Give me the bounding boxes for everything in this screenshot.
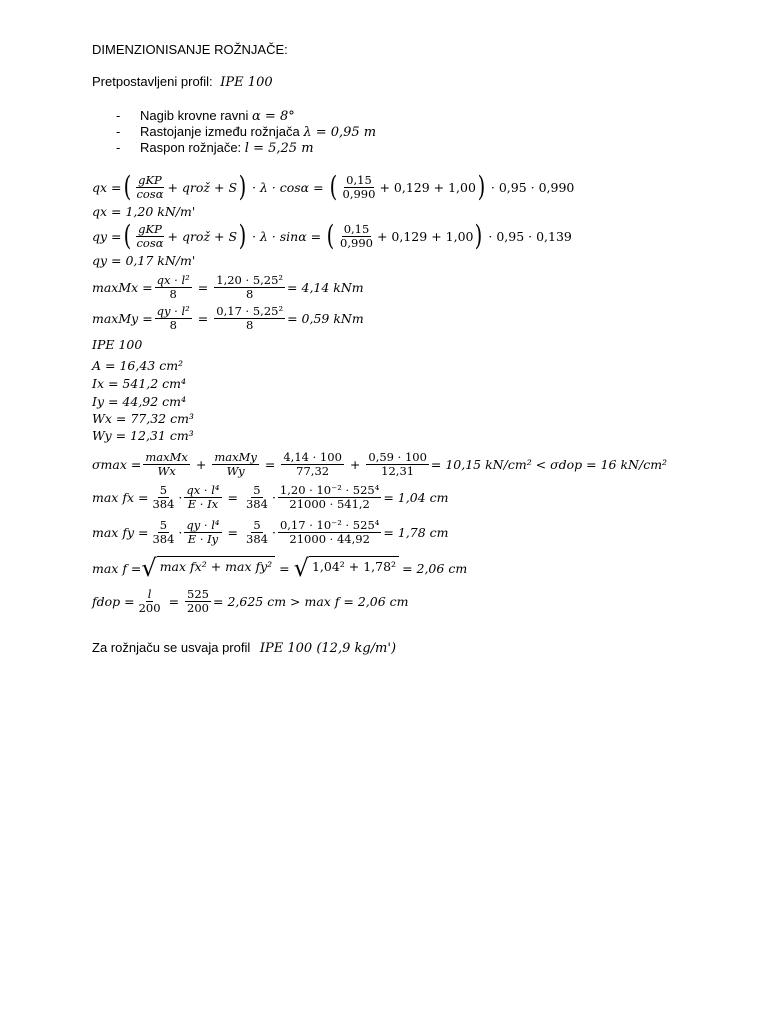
paren-open: ( [123,170,131,203]
eq-lhs: qx = [92,179,122,195]
eq-f-dop: fdop = $\frac{l}{200}$ = $\frac{525}{200}$ = 2,625 cm > max f = 2,06 cm [92,586,409,615]
eq-lhs: maxMx = [92,279,153,295]
eq-result: = 4,14 kNm [287,279,364,295]
eq-result: = 1,78 cm [383,524,449,540]
eq-result: = 2,06 cm [402,560,468,576]
prop-wy: Wy = 12,31 cm³ [92,427,194,443]
bullet-label: Raspon rožnjače: [140,140,242,155]
fraction: $\frac{\text{qx · l²}}{8}$ [156,272,190,301]
fraction: $\frac{0,15}{0,990}$ [340,221,373,250]
eq-term: + 0,129 + 1,00 [379,179,476,195]
prop-iy: Iy = 44,92 cm⁴ [92,393,187,409]
fraction: $\frac{5}{384}$ [246,517,268,546]
sqrt: √ max fx² + max fy² [141,556,275,580]
bullet-span [140,140,314,157]
eq-term: · λ · cosα = [251,179,324,195]
fraction: $\frac{525}{200}$ [187,586,209,615]
profile-name: IPE 100 [220,75,273,90]
fraction: $\frac{\text{gKP}}{\cos\alpha}$ [136,172,164,201]
bullet-value: l = 5,25 m [244,141,314,156]
eq-max-f: max f = √ max fx² + max fy² = √ 1,04² + 1,78² = 2,06 cm [92,554,468,582]
conclusion-text: Za rožnjaču se usvaja profil [92,640,251,655]
assumed-profile-line [92,74,273,91]
eq-term: + 0,129 + 1,00 [376,228,474,244]
bullet-dash: - [116,140,121,155]
prop-area: A = 16,43 cm² [92,357,184,373]
paren-close: ) [238,170,247,203]
bullet-value: λ = 0,95 m [303,125,377,140]
profile-label: Pretpostavljeni profil: [92,74,213,89]
eq-max-mx: maxMx = $\frac{\text{qx · l²}}{8}$ = $\frac{\text{1,20 · 5,25²}}{8}$ = 4,14 kNm [92,272,364,301]
eq-qy [92,219,576,253]
eq-qx [92,170,578,204]
eq-max-fx: max fx = $\frac{5}{384}$ · $\frac{\text{qx · l⁴}}{E \cdot Ix}$ = $\frac{5}{384}$ · $\frac{\text{1,20 · 10⁻² · 525⁴}}{21000 \cdot 541,2}$ = 1,04 cm [92,482,449,511]
fraction: $\frac{0,15}{0,990}$ [342,172,376,201]
eq-term: + qrož + S [167,228,238,244]
eq-result: = 1,04 cm [383,489,449,505]
bullet-value: α = 8° [252,109,295,124]
fraction: $\frac{\text{gKP}}{\cos\alpha}$ [136,221,164,250]
eq-term: · 0,95 · 0,990 [490,179,575,195]
fraction: $\frac{\text{qx · l⁴}}{E \cdot Ix}$ [186,482,220,511]
eq-lhs: qy = [92,228,122,244]
paren-open: ( [326,219,335,252]
eq-result: = 2,625 cm > max f = 2,06 cm [213,593,409,609]
fraction: $\frac{5}{384}$ [152,482,175,511]
eq-term: · λ · sinα = [251,228,322,244]
fraction: $\frac{l}{200}$ [138,586,161,615]
paren-close: ) [238,219,247,252]
bullet-spacing [140,124,376,141]
fraction: $\frac{\text{qy · l²}}{8}$ [156,303,190,332]
fraction: $\frac{5}{384}$ [245,482,268,511]
eq-term: · 0,95 · 0,139 [488,228,572,244]
eq-result: qx = 1,20 kN/m' [92,203,196,219]
fraction: $\frac{5}{384}$ [152,517,175,546]
eq-sigma-max: σmax = $\frac{\text{maxMx}}{Wx}$ + $\frac{\text{maxMy}}{Wy}$ = $\frac{4,14 \cdot 100}{77,32}$ + $\frac{0,59 \cdot 100}{12,31}$ = 10,15 kN/cm² < σdop = 16 kN/cm² [92,449,668,478]
eq-result: = 0,59 kNm [287,310,364,326]
fraction: $\frac{\text{maxMx}}{Wx}$ [145,449,188,478]
fraction: $\frac{4,14 \cdot 100}{77,32}$ [283,449,342,478]
prop-wx: Wx = 77,32 cm³ [92,410,194,426]
eq-lhs: max f = [92,560,142,576]
paren-close: ) [475,219,483,252]
bullet-dash: - [116,108,121,123]
bullet-label: Rastojanje između rožnjača [140,124,300,139]
eq-result: qy = 0,17 kN/m' [92,252,196,268]
paren-open: ( [123,219,131,252]
paren-open: ( [329,170,337,203]
section-title: IPE 100 [92,336,143,352]
bullet-label: Nagib krovne ravni [140,108,249,123]
eq-lhs: σmax = [92,456,142,472]
bullet-slope [140,108,295,125]
fraction: $\frac{\text{qy · l⁴}}{E \cdot Iy}$ [186,517,220,546]
eq-lhs: maxMy = [92,310,153,326]
fraction: $\frac{\text{0,17 · 5,25²}}{8}$ [216,303,284,332]
fraction: $\frac{0,59 \cdot 100}{12,31}$ [368,449,427,478]
fraction: $\frac{\text{0,17 · 10⁻² · 525⁴}}{21000 \cdot 44,92}$ [279,517,380,546]
sqrt: √ 1,04² + 1,78² [294,556,399,580]
prop-ix: Ix = 541,2 cm⁴ [92,375,187,391]
eq-lhs: fdop = [92,593,135,609]
eq-result: = 10,15 kN/cm² < σdop = 16 kN/cm² [430,456,668,472]
eq-lhs: max fy = [92,524,149,540]
conclusion-profile: IPE 100 (12,9 kg/m') [259,641,397,656]
heading: DIMENZIONISANJE ROŽNJAČE: [92,42,288,57]
eq-lhs: max fx = [92,489,149,505]
eq-max-my: maxMy = $\frac{\text{qy · l²}}{8}$ = $\frac{\text{0,17 · 5,25²}}{8}$ = 0,59 kNm [92,303,364,332]
fraction: $\frac{\text{1,20 · 5,25²}}{8}$ [216,272,284,301]
eq-qy-result [92,249,195,271]
fraction: $\frac{\text{maxMy}}{Wy}$ [214,449,257,478]
conclusion [92,640,396,657]
fraction: $\frac{\text{1,20 · 10⁻² · 525⁴}}{21000 \cdot 541,2}$ [279,482,380,511]
eq-term: + qrož + S [167,179,238,195]
eq-max-fy: max fy = $\frac{5}{384}$ · $\frac{\text{qy · l⁴}}{E \cdot Iy}$ = $\frac{5}{384}$ · $\frac{\text{0,17 · 10⁻² · 525⁴}}{21000 \cdot 44,92}$ = 1,78 cm [92,517,449,546]
paren-close: ) [477,170,486,203]
bullet-dash: - [116,124,121,139]
